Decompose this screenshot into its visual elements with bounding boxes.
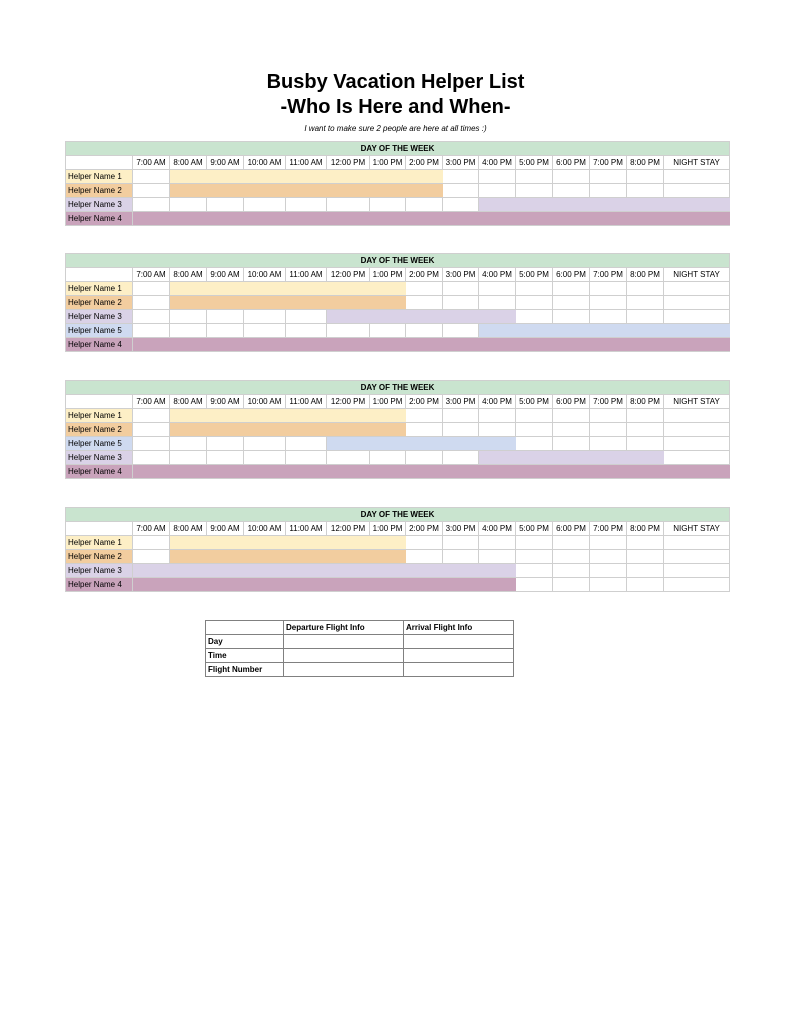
availability-bar[interactable] xyxy=(170,184,443,198)
time-cell[interactable] xyxy=(406,282,443,296)
availability-bar[interactable] xyxy=(133,564,516,578)
time-slot-label: 4:00 PM xyxy=(479,395,516,409)
time-cell[interactable] xyxy=(327,324,370,338)
time-cell[interactable] xyxy=(406,198,443,212)
time-slot-label: 8:00 PM xyxy=(627,268,664,282)
time-cell[interactable] xyxy=(479,184,516,198)
time-slot-label: 4:00 PM xyxy=(479,156,516,170)
helper-name: Helper Name 2 xyxy=(66,184,133,198)
time-slot-label: 6:00 PM xyxy=(553,395,590,409)
day-header-row xyxy=(66,508,730,522)
availability-bar[interactable] xyxy=(479,451,664,465)
helper-name: Helper Name 5 xyxy=(66,324,133,338)
helper-name: Helper Name 4 xyxy=(66,212,133,226)
time-cell[interactable] xyxy=(170,310,207,324)
time-slot-label: 9:00 AM xyxy=(207,522,244,536)
time-cell[interactable] xyxy=(627,550,664,564)
time-cell[interactable] xyxy=(479,423,516,437)
time-cell[interactable] xyxy=(627,184,664,198)
time-slot-label: NIGHT STAY xyxy=(664,156,730,170)
time-cell[interactable] xyxy=(590,184,627,198)
helper-row xyxy=(66,437,730,451)
time-cell[interactable] xyxy=(627,170,664,184)
time-slot-label: 11:00 AM xyxy=(286,522,327,536)
time-cell[interactable] xyxy=(443,282,479,296)
time-cell[interactable] xyxy=(133,409,170,423)
time-slot-label: 10:00 AM xyxy=(244,156,286,170)
helper-name: Helper Name 3 xyxy=(66,310,133,324)
time-cell[interactable] xyxy=(406,536,443,550)
time-cell[interactable] xyxy=(590,423,627,437)
time-cell[interactable] xyxy=(553,550,590,564)
schedule-table-4 xyxy=(65,507,730,592)
time-slot-label: 12:00 PM xyxy=(327,268,370,282)
time-cell[interactable] xyxy=(553,423,590,437)
time-slot-label: 6:00 PM xyxy=(553,522,590,536)
time-cell[interactable] xyxy=(207,324,244,338)
flight-row-flight-number xyxy=(206,663,514,677)
helper-row xyxy=(66,451,730,465)
helper-row xyxy=(66,296,730,310)
availability-bar[interactable] xyxy=(170,550,406,564)
time-header-blank xyxy=(66,268,133,282)
day-header-row xyxy=(66,381,730,395)
helper-name: Helper Name 3 xyxy=(66,564,133,578)
availability-bar[interactable] xyxy=(170,282,406,296)
time-cell[interactable] xyxy=(590,564,627,578)
time-slot-label: NIGHT STAY xyxy=(664,522,730,536)
availability-bar[interactable] xyxy=(133,465,730,479)
time-cell[interactable] xyxy=(286,451,327,465)
time-cell[interactable] xyxy=(553,310,590,324)
helper-row xyxy=(66,409,730,423)
helper-row xyxy=(66,198,730,212)
time-cell[interactable] xyxy=(327,198,370,212)
time-cell[interactable] xyxy=(170,437,207,451)
flight-info-table xyxy=(205,620,514,677)
time-cell[interactable] xyxy=(286,198,327,212)
time-slot-label: 10:00 AM xyxy=(244,395,286,409)
helper-row xyxy=(66,324,730,338)
time-slot-label: 1:00 PM xyxy=(370,395,406,409)
time-slot-label: 5:00 PM xyxy=(516,268,553,282)
time-cell[interactable] xyxy=(244,324,286,338)
time-slot-label: 4:00 PM xyxy=(479,268,516,282)
flight-cell-arrival[interactable] xyxy=(404,663,514,677)
time-header-row xyxy=(66,268,730,282)
time-cell[interactable] xyxy=(590,437,627,451)
availability-bar[interactable] xyxy=(170,536,406,550)
time-cell[interactable] xyxy=(244,310,286,324)
time-cell[interactable] xyxy=(406,550,443,564)
helper-name: Helper Name 4 xyxy=(66,465,133,479)
time-cell[interactable] xyxy=(406,423,443,437)
availability-bar[interactable] xyxy=(133,338,730,352)
time-cell[interactable] xyxy=(627,282,664,296)
time-cell[interactable] xyxy=(627,310,664,324)
time-slot-label: 6:00 PM xyxy=(553,156,590,170)
time-cell[interactable] xyxy=(443,409,479,423)
helper-row xyxy=(66,212,730,226)
time-cell[interactable] xyxy=(627,423,664,437)
time-cell[interactable] xyxy=(443,451,479,465)
time-cell[interactable] xyxy=(590,170,627,184)
time-slot-label: 10:00 AM xyxy=(244,522,286,536)
time-slot-label: 8:00 PM xyxy=(627,156,664,170)
time-slot-label: 12:00 PM xyxy=(327,156,370,170)
time-cell[interactable] xyxy=(479,550,516,564)
time-cell[interactable] xyxy=(590,310,627,324)
time-cell[interactable] xyxy=(516,184,553,198)
helper-row xyxy=(66,536,730,550)
time-cell[interactable] xyxy=(664,451,730,465)
time-cell[interactable] xyxy=(516,310,553,324)
time-cell[interactable] xyxy=(207,198,244,212)
flight-row-label: Time xyxy=(206,649,284,663)
flight-row-time xyxy=(206,649,514,663)
flight-cell-arrival[interactable] xyxy=(404,649,514,663)
time-cell[interactable] xyxy=(133,536,170,550)
time-cell[interactable] xyxy=(443,296,479,310)
availability-bar[interactable] xyxy=(327,437,516,451)
time-cell[interactable] xyxy=(443,198,479,212)
time-slot-label: 11:00 AM xyxy=(286,395,327,409)
page-note: I want to make sure 2 people are here at all times :) xyxy=(304,124,487,133)
time-cell[interactable] xyxy=(133,296,170,310)
time-slot-label: 2:00 PM xyxy=(406,156,443,170)
flight-cell-departure[interactable] xyxy=(284,663,404,677)
time-cell[interactable] xyxy=(664,184,730,198)
time-cell[interactable] xyxy=(516,437,553,451)
time-cell[interactable] xyxy=(590,578,627,592)
time-header-row xyxy=(66,522,730,536)
time-cell[interactable] xyxy=(516,282,553,296)
time-cell[interactable] xyxy=(207,310,244,324)
time-cell[interactable] xyxy=(286,437,327,451)
schedule-table-3 xyxy=(65,380,730,479)
time-slot-label: 4:00 PM xyxy=(479,522,516,536)
time-cell[interactable] xyxy=(664,296,730,310)
time-slot-label: 8:00 AM xyxy=(170,268,207,282)
helper-name: Helper Name 4 xyxy=(66,578,133,592)
time-slot-label: 3:00 PM xyxy=(443,522,479,536)
time-cell[interactable] xyxy=(133,437,170,451)
time-cell[interactable] xyxy=(516,296,553,310)
time-cell[interactable] xyxy=(590,296,627,310)
time-slot-label: 8:00 AM xyxy=(170,395,207,409)
time-slot-label: 1:00 PM xyxy=(370,268,406,282)
time-slot-label: 7:00 PM xyxy=(590,156,627,170)
flight-row-label: Day xyxy=(206,635,284,649)
helper-row xyxy=(66,338,730,352)
day-header-row xyxy=(66,142,730,156)
time-cell[interactable] xyxy=(664,578,730,592)
time-cell[interactable] xyxy=(443,170,479,184)
availability-bar[interactable] xyxy=(327,310,516,324)
time-cell[interactable] xyxy=(664,437,730,451)
availability-bar[interactable] xyxy=(133,212,730,226)
helper-name: Helper Name 3 xyxy=(66,198,133,212)
time-slot-label: NIGHT STAY xyxy=(664,268,730,282)
time-slot-label: 9:00 AM xyxy=(207,395,244,409)
time-slot-label: 2:00 PM xyxy=(406,522,443,536)
time-slot-label: 2:00 PM xyxy=(406,395,443,409)
time-cell[interactable] xyxy=(370,451,406,465)
time-cell[interactable] xyxy=(443,550,479,564)
time-cell[interactable] xyxy=(516,170,553,184)
time-cell[interactable] xyxy=(553,578,590,592)
time-header-blank xyxy=(66,156,133,170)
time-cell[interactable] xyxy=(627,296,664,310)
time-cell[interactable] xyxy=(590,282,627,296)
time-cell[interactable] xyxy=(244,437,286,451)
time-slot-label: 8:00 AM xyxy=(170,522,207,536)
time-cell[interactable] xyxy=(286,324,327,338)
flight-cell-departure[interactable] xyxy=(284,635,404,649)
helper-name: Helper Name 2 xyxy=(66,550,133,564)
availability-bar[interactable] xyxy=(170,170,443,184)
time-cell[interactable] xyxy=(406,324,443,338)
time-slot-label: 6:00 PM xyxy=(553,268,590,282)
time-cell[interactable] xyxy=(286,310,327,324)
page-title: Busby Vacation Helper List xyxy=(266,71,525,93)
flight-row-day xyxy=(206,635,514,649)
time-cell[interactable] xyxy=(370,198,406,212)
helper-row xyxy=(66,550,730,564)
time-slot-label: 8:00 PM xyxy=(627,395,664,409)
availability-bar[interactable] xyxy=(170,409,406,423)
time-cell[interactable] xyxy=(664,564,730,578)
time-cell[interactable] xyxy=(553,536,590,550)
time-cell[interactable] xyxy=(133,451,170,465)
time-cell[interactable] xyxy=(133,282,170,296)
time-cell[interactable] xyxy=(627,437,664,451)
time-cell[interactable] xyxy=(443,184,479,198)
availability-bar[interactable] xyxy=(170,296,406,310)
time-cell[interactable] xyxy=(170,198,207,212)
time-slot-label: 12:00 PM xyxy=(327,522,370,536)
time-slot-label: 7:00 PM xyxy=(590,395,627,409)
helper-name: Helper Name 1 xyxy=(66,282,133,296)
time-cell[interactable] xyxy=(133,550,170,564)
time-cell[interactable] xyxy=(627,536,664,550)
time-cell[interactable] xyxy=(133,324,170,338)
time-slot-label: 7:00 AM xyxy=(133,268,170,282)
helper-name: Helper Name 1 xyxy=(66,536,133,550)
day-of-week-header: DAY OF THE WEEK xyxy=(66,254,730,268)
time-slot-label: 11:00 AM xyxy=(286,268,327,282)
page-subtitle-heading: -Who Is Here and When- xyxy=(280,96,511,118)
time-cell[interactable] xyxy=(590,550,627,564)
time-cell[interactable] xyxy=(664,282,730,296)
time-slot-label: 3:00 PM xyxy=(443,395,479,409)
time-slot-label: 7:00 AM xyxy=(133,522,170,536)
time-header-blank xyxy=(66,522,133,536)
helper-row xyxy=(66,282,730,296)
time-slot-label: 5:00 PM xyxy=(516,522,553,536)
time-cell[interactable] xyxy=(590,409,627,423)
time-slot-label: 9:00 AM xyxy=(207,156,244,170)
time-slot-label: NIGHT STAY xyxy=(664,395,730,409)
time-cell[interactable] xyxy=(443,536,479,550)
time-cell[interactable] xyxy=(170,451,207,465)
helper-row xyxy=(66,184,730,198)
helper-row xyxy=(66,578,730,592)
time-header-row xyxy=(66,156,730,170)
helper-name: Helper Name 3 xyxy=(66,451,133,465)
time-cell[interactable] xyxy=(627,409,664,423)
day-of-week-header: DAY OF THE WEEK xyxy=(66,142,730,156)
time-cell[interactable] xyxy=(627,564,664,578)
flight-header-row xyxy=(206,621,514,635)
time-slot-label: 1:00 PM xyxy=(370,522,406,536)
time-slot-label: 5:00 PM xyxy=(516,395,553,409)
time-slot-label: 7:00 AM xyxy=(133,395,170,409)
availability-bar[interactable] xyxy=(479,198,730,212)
time-cell[interactable] xyxy=(664,423,730,437)
time-cell[interactable] xyxy=(207,451,244,465)
time-cell[interactable] xyxy=(479,282,516,296)
time-cell[interactable] xyxy=(479,296,516,310)
time-cell[interactable] xyxy=(443,324,479,338)
flight-row-label: Flight Number xyxy=(206,663,284,677)
helper-name: Helper Name 1 xyxy=(66,170,133,184)
time-cell[interactable] xyxy=(664,310,730,324)
time-cell[interactable] xyxy=(516,564,553,578)
time-cell[interactable] xyxy=(244,198,286,212)
schedule-table-2 xyxy=(65,253,730,352)
time-cell[interactable] xyxy=(479,536,516,550)
helper-row xyxy=(66,170,730,184)
time-cell[interactable] xyxy=(516,550,553,564)
time-cell[interactable] xyxy=(627,578,664,592)
time-slot-label: 12:00 PM xyxy=(327,395,370,409)
time-cell[interactable] xyxy=(406,409,443,423)
time-slot-label: 8:00 AM xyxy=(170,156,207,170)
time-header-blank xyxy=(66,395,133,409)
time-cell[interactable] xyxy=(664,536,730,550)
day-header-row xyxy=(66,254,730,268)
time-cell[interactable] xyxy=(370,324,406,338)
time-cell[interactable] xyxy=(664,550,730,564)
flight-cell-arrival[interactable] xyxy=(404,635,514,649)
helper-name: Helper Name 5 xyxy=(66,437,133,451)
helper-name: Helper Name 4 xyxy=(66,338,133,352)
time-cell[interactable] xyxy=(133,310,170,324)
day-of-week-header: DAY OF THE WEEK xyxy=(66,508,730,522)
helper-name: Helper Name 2 xyxy=(66,423,133,437)
time-cell[interactable] xyxy=(443,423,479,437)
flight-cell-departure[interactable] xyxy=(284,649,404,663)
schedule-table-1 xyxy=(65,141,730,226)
time-cell[interactable] xyxy=(327,451,370,465)
helper-row xyxy=(66,564,730,578)
time-cell[interactable] xyxy=(553,409,590,423)
time-slot-label: 3:00 PM xyxy=(443,268,479,282)
time-cell[interactable] xyxy=(133,423,170,437)
time-slot-label: 3:00 PM xyxy=(443,156,479,170)
helper-name: Helper Name 1 xyxy=(66,409,133,423)
time-slot-label: 7:00 AM xyxy=(133,156,170,170)
time-cell[interactable] xyxy=(516,423,553,437)
time-cell[interactable] xyxy=(244,451,286,465)
time-cell[interactable] xyxy=(553,170,590,184)
helper-row xyxy=(66,310,730,324)
helper-row xyxy=(66,465,730,479)
time-cell[interactable] xyxy=(207,437,244,451)
time-cell[interactable] xyxy=(590,536,627,550)
time-slot-label: 5:00 PM xyxy=(516,156,553,170)
availability-bar[interactable] xyxy=(479,324,730,338)
time-slot-label: 2:00 PM xyxy=(406,268,443,282)
availability-bar[interactable] xyxy=(170,423,406,437)
availability-bar[interactable] xyxy=(133,578,516,592)
time-cell[interactable] xyxy=(479,170,516,184)
time-cell[interactable] xyxy=(516,409,553,423)
flight-header-arrival: Arrival Flight Info xyxy=(404,621,514,635)
time-slot-label: 10:00 AM xyxy=(244,268,286,282)
time-slot-label: 8:00 PM xyxy=(627,522,664,536)
time-cell[interactable] xyxy=(479,409,516,423)
flight-header-blank xyxy=(206,621,284,635)
time-cell[interactable] xyxy=(133,170,170,184)
time-cell[interactable] xyxy=(553,437,590,451)
time-cell[interactable] xyxy=(406,296,443,310)
flight-header-departure: Departure Flight Info xyxy=(284,621,404,635)
time-cell[interactable] xyxy=(664,170,730,184)
time-cell[interactable] xyxy=(133,184,170,198)
time-slot-label: 7:00 PM xyxy=(590,522,627,536)
time-cell[interactable] xyxy=(170,324,207,338)
time-cell[interactable] xyxy=(664,409,730,423)
time-slot-label: 7:00 PM xyxy=(590,268,627,282)
time-header-row xyxy=(66,395,730,409)
time-cell[interactable] xyxy=(133,198,170,212)
helper-name: Helper Name 2 xyxy=(66,296,133,310)
time-cell[interactable] xyxy=(553,296,590,310)
time-cell[interactable] xyxy=(516,578,553,592)
day-of-week-header: DAY OF THE WEEK xyxy=(66,381,730,395)
time-slot-label: 11:00 AM xyxy=(286,156,327,170)
time-slot-label: 1:00 PM xyxy=(370,156,406,170)
time-cell[interactable] xyxy=(406,451,443,465)
time-cell[interactable] xyxy=(553,564,590,578)
time-slot-label: 9:00 AM xyxy=(207,268,244,282)
helper-row xyxy=(66,423,730,437)
time-cell[interactable] xyxy=(553,184,590,198)
time-cell[interactable] xyxy=(516,536,553,550)
time-cell[interactable] xyxy=(553,282,590,296)
